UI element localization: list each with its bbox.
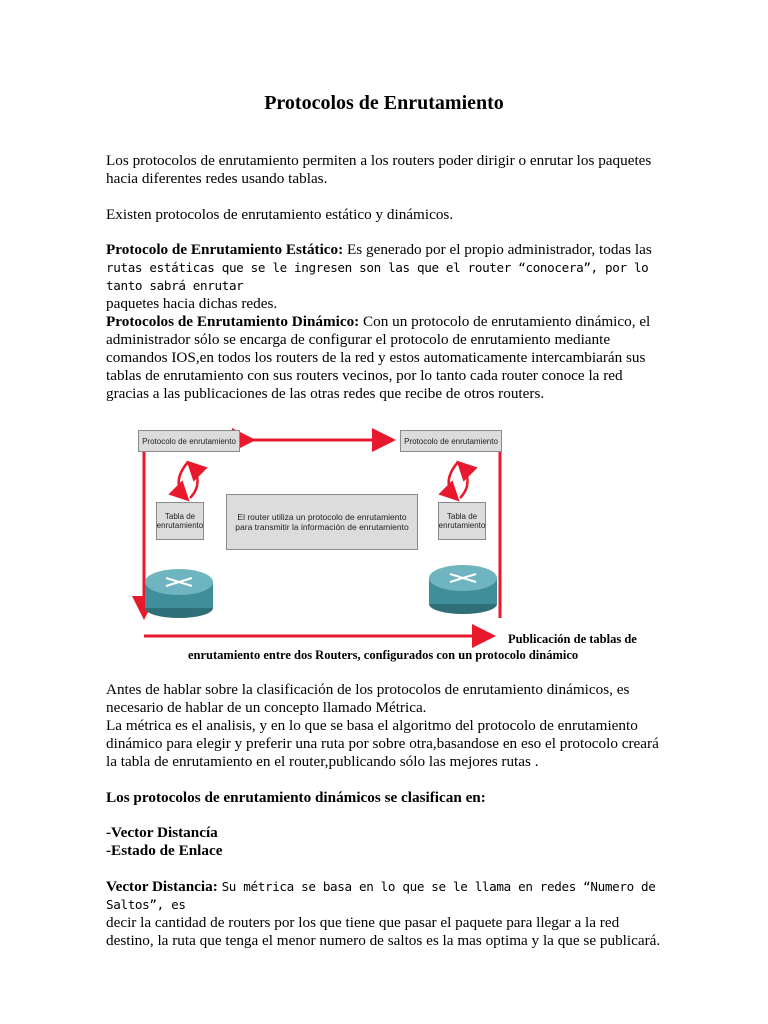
static-protocol-text-a: Es generado por el propio administrador, todas las [347,241,652,258]
intro-paragraph-2: Existen protocolos de enrutamiento estático y dinámicos. [106,206,454,223]
right-router-icon [429,565,497,614]
center-info-box: El router utiliza un protocolo de enrutamiento para transmitir la información de enrutamiento [226,494,418,550]
metric-definition-paragraph: La métrica es el analisis, y en lo que se basa el algoritmo del protocolo de enrutamiento dinámico para elegir y preferir una ruta por sobre otra,basandose en eso el protocolo creará la tabla de enrutamiento en el router,publicando sólo las mejores rutas . [106,717,659,770]
vector-distance-text-a: Su métrica se basa en lo que se le llama en redes “Numero de Saltos”, es [106,879,656,912]
dynamic-protocol-paragraph [106,313,666,403]
list-item-estado-enlace: -Estado de Enlace [106,842,223,859]
static-protocol-text-b: rutas estáticas que se le ingresen son las que el router “conocera”, por lo tanto sabrá enrutar [106,260,649,293]
classification-heading: Los protocolos de enrutamiento dinámicos se clasifican en: [106,789,486,806]
vector-distance-text-b: decir la cantidad de routers por los que tiene que pasar el paquete para llegar a la red destino, la ruta que tenga el menor numero de saltos es la mas optima y la que se publicará. [106,914,661,949]
figure-caption-line1: Publicación de tablas de [508,632,637,646]
dynamic-protocol-label: Protocolos de Enrutamiento Dinámico: [106,313,360,330]
vector-distance-label: Vector Distancia: [106,878,218,895]
static-protocol-text-c: paquetes hacia dichas redes. [106,295,278,312]
dynamic-protocol-text: Con un protocolo de enrutamiento dinámico, el administrador sólo se encarga de configurar el protocolo de enrutamiento mediante comandos IOS,en todos los routers de la red y estos automaticamente intercambiarán sus tablas de enrutamiento con sus routers vecinos, por lo tanto cada router conoce la red gracias a las publicaciones de las otras redes que recibe de otros routers. [106,313,651,402]
left-curve-up [190,464,198,498]
metric-intro-paragraph: Antes de hablar sobre la clasificación de los protocolos de enrutamiento dinámicos, es necesario de hablar de un concepto llamado Métrica. [106,681,630,716]
left-curve-down [179,462,188,498]
right-curve-down [449,462,458,498]
right-curve-up [460,464,468,498]
static-protocol-label: Protocolo de Enrutamiento Estático: [106,241,344,258]
figure-caption-line2: enrutamiento entre dos Routers, configurados con un protocolo dinámico [188,648,579,662]
left-protocol-box: Protocolo de enrutamiento [138,430,240,452]
vector-distance-paragraph [106,878,666,950]
page-title: Protocolos de Enrutamiento [264,92,504,114]
right-protocol-box: Protocolo de enrutamiento [400,430,502,452]
routing-diagram [128,418,520,652]
left-router-icon [145,569,213,618]
static-protocol-paragraph [106,241,666,313]
left-table-box: Tabla de enrutamiento [156,502,204,540]
list-item-vector-distancia: -Vector Distancía [106,824,218,841]
right-table-box: Tabla de enrutamiento [438,502,486,540]
intro-paragraph: Los protocolos de enrutamiento permiten a los routers poder dirigir o enrutar los paquetes hacia diferentes redes usando tablas. [106,152,652,187]
